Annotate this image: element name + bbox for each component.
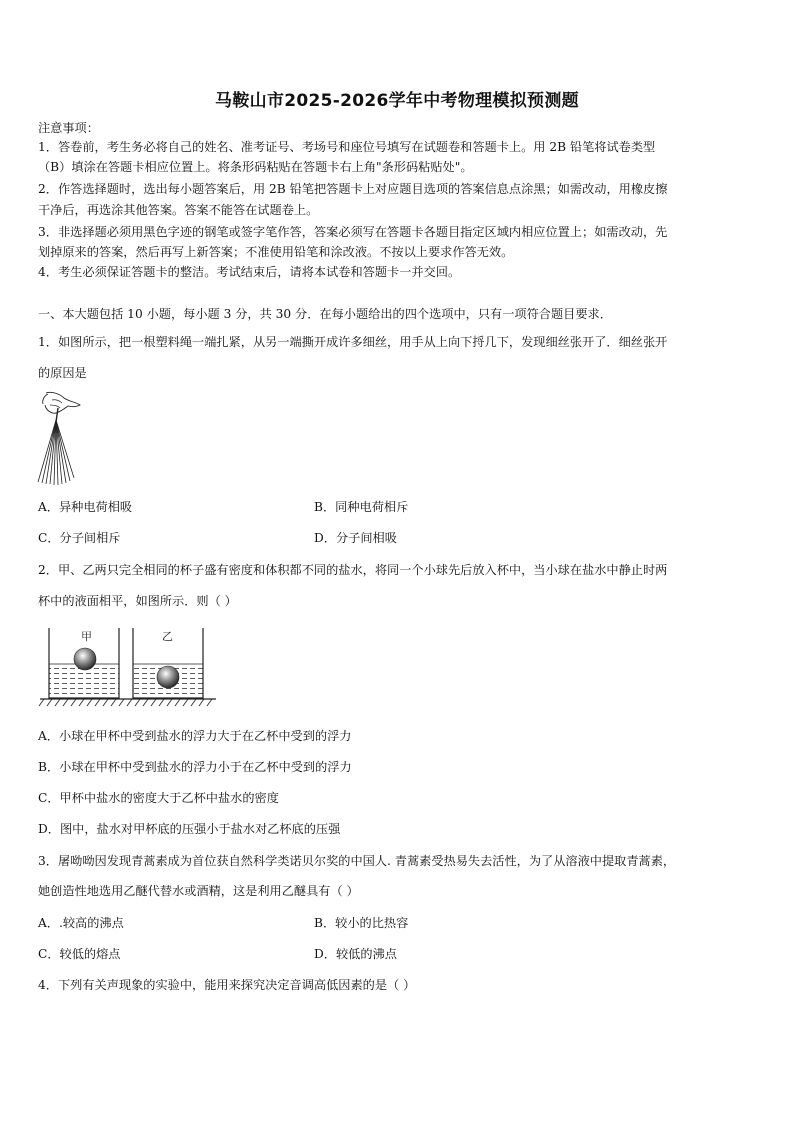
q3-option-c: C．较低的熔点 (38, 947, 121, 961)
q2-option-c: C．甲杯中盐水的密度大于乙杯中盐水的密度 (38, 791, 279, 805)
cup-yi-label: 乙 (162, 630, 173, 643)
notice-line: 干净后，再选涂其他答案。答案不能答在试题卷上。 (38, 203, 319, 217)
notice-line: 划掉原来的答案，然后再写上新答案；不准使用铅笔和涂改液。不按以上要求作答无效。 (38, 245, 514, 259)
q3-option-d: D．较低的沸点 (314, 947, 397, 961)
q2-stem-cont: 杯中的液面相平，如图所示．则（ ） (38, 594, 237, 608)
q1-option-d: D．分子间相吸 (314, 531, 397, 545)
plastic-rope-figure (36, 390, 92, 486)
notice-line: （B）填涂在答题卡相应位置上。将条形码粘贴在答题卡右上角"条形码粘贴处"。 (38, 160, 473, 174)
q4-stem: 4．下列有关声现象的实验中，能用来探究决定音调高低因素的是（ ） (38, 978, 416, 992)
q1-option-c: C．分子间相斥 (38, 531, 121, 545)
q2-stem: 2．甲、乙两只完全相同的杯子盛有密度和体积都不同的盐水，将同一个小球先后放入杯中，当小球在盐水中静止时两 (38, 563, 668, 577)
notice-line: 3．非选择题必须用黑色字迹的钢笔或签字笔作答，答案必须写在答题卡各题目指定区域内相应位置上；如需改动，先 (38, 225, 668, 239)
q3-stem: 3．屠呦呦因发现青蒿素成为首位获自然科学类诺贝尔奖的中国人. 青蒿素受热易失去活性，为了从溶液中提取青蒿素， (38, 854, 676, 868)
q3-option-a: A．.较高的沸点 (38, 916, 124, 930)
q2-option-a: A．小球在甲杯中受到盐水的浮力大于在乙杯中受到的浮力 (38, 729, 352, 743)
q1-stem-cont: 的原因是 (38, 366, 87, 380)
q1-option-a: A．异种电荷相吸 (38, 500, 133, 514)
q3-stem-cont: 她创造性地选用乙醚代替水或酒精，这是利用乙醚具有（ ） (38, 884, 359, 898)
notice-line: 1．答卷前，考生务必将自己的姓名、准考证号、考场号和座位号填写在试题卷和答题卡上。用 2B 铅笔将试卷类型 (38, 140, 656, 154)
q1-stem: 1．如图所示，把一根塑料绳一端扎紧，从另一端撕开成许多细丝，用手从上向下捋几下，发现细丝张开了．细丝张开 (38, 335, 668, 349)
q2-option-d: D．图中，盐水对甲杯底的压强小于盐水对乙杯底的压强 (38, 822, 341, 836)
notice-heading: 注意事项： (38, 121, 99, 135)
notice-line: 2．作答选择题时，选出每小题答案后，用 2B 铅笔把答题卡上对应题目选项的答案信息点涂黑；如需改动，用橡皮擦 (38, 182, 668, 196)
two-cups-figure (38, 626, 218, 712)
q2-option-b: B．小球在甲杯中受到盐水的浮力小于在乙杯中受到的浮力 (38, 760, 352, 774)
q1-option-b: B．同种电荷相斥 (314, 500, 409, 514)
section-heading: 一、本大题包括 10 小题，每小题 3 分，共 30 分．在每小题给出的四个选项中，只有一项符合题目要求． (38, 307, 612, 321)
notice-line: 4．考生必须保证答题卡的整洁。考试结束后，请将本试卷和答题卡一并交回。 (38, 265, 461, 279)
q3-option-b: B．较小的比热容 (314, 916, 409, 930)
page-title: 马鞍山市2025-2026学年中考物理模拟预测题 (215, 91, 579, 111)
cup-jia-label: 甲 (81, 630, 92, 643)
